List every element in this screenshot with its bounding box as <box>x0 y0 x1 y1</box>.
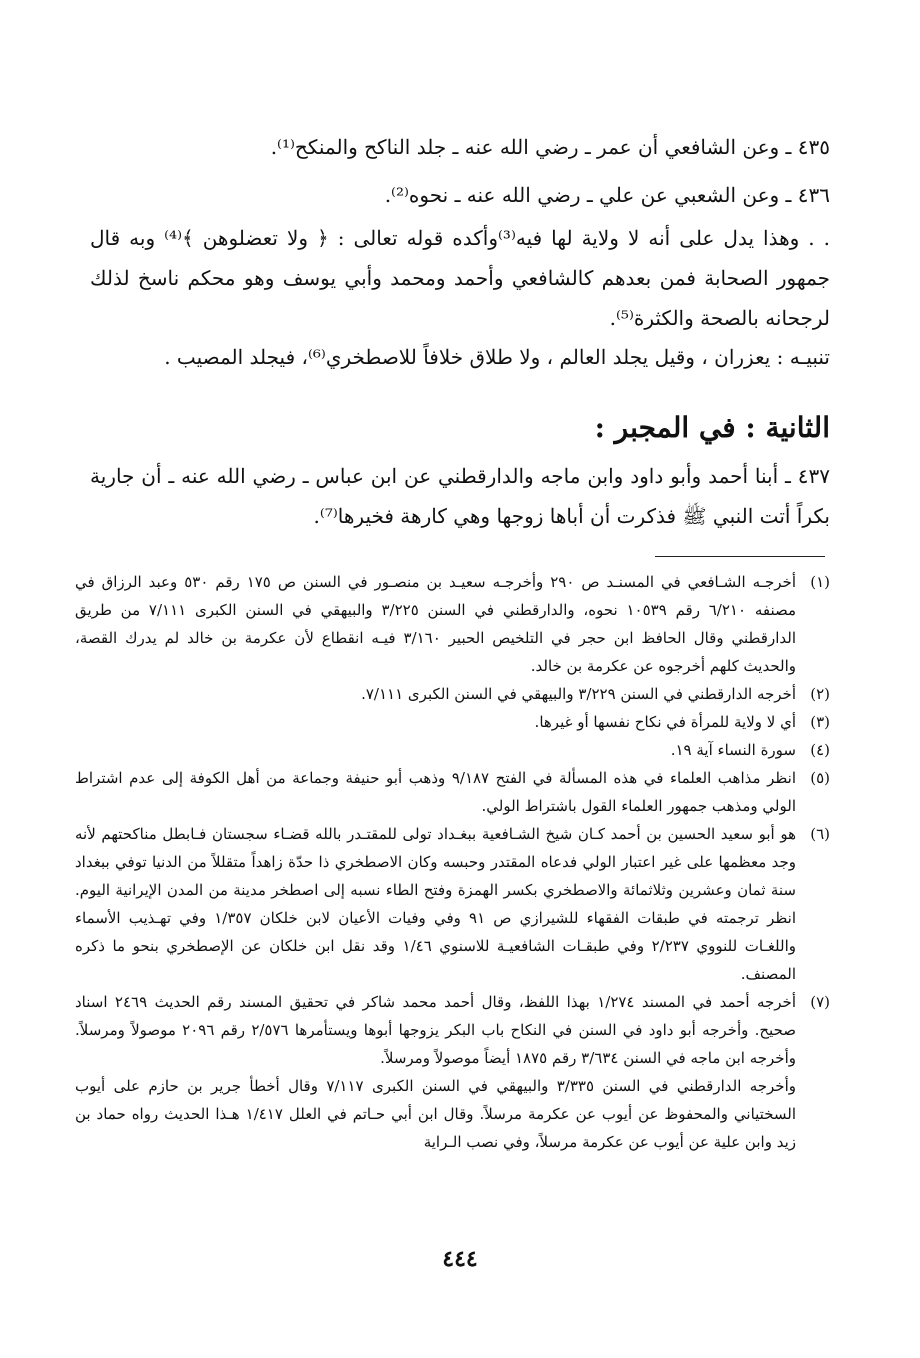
paragraph-no-guardianship: . . وهذا يدل على أنه لا ولاية لها فيه⁽³⁾وأكده قوله تعالى : ﴿ ولا تعضلوهن ﴾⁽⁴⁾ وبه قال جمهور الصحابة فمن بعدهم كالشافعي وأحمد ومحمد وأبي يوسف وهو محكم ناسخ لذلك لرجحانه بالصحة والكثرة⁽⁵⁾. <box>90 226 830 330</box>
footnote-text: أخرجه الدارقطني في السنن ٣/٢٢٩ والبيهقي في السنن الكبرى ٧/١١١. <box>361 685 796 703</box>
footnote-number: (٢) <box>810 685 830 703</box>
section-heading: الثانية : في المجبر : <box>594 411 830 444</box>
footnote-7-continuation: وأخرجه الدارقطني في السنن ٣/٣٣٥ والبيهقي في السنن الكبرى ٧/١١٧ وقال أخطأ جرير بن حازم على أيوب السختياني والمحفوظ عن أيوب عن عكرمة مرسلاً. وقال ابن أبي حـاتم في العلل ١/٤١٧ هـذا الحديث رواه حماد بن زيد وابن علية عن أيوب عن عكرمة مرسلاً، وفي نصب الـراية <box>75 1077 797 1151</box>
footnote-2 <box>75 680 830 708</box>
footnote-separator <box>655 556 825 557</box>
footnote-6 <box>75 820 830 988</box>
paragraph-note-tanbih: تنبيـه : يعزران ، وقيل يجلد العالم ، ولا طلاق خلافاً للاصطخري⁽⁶⁾، فيجلد المصيب . <box>164 345 830 369</box>
footnote-4 <box>75 736 830 764</box>
footnote-7 <box>75 988 830 1072</box>
footnote-number: (٥) <box>810 769 830 787</box>
footnote-number: (٣) <box>810 713 830 731</box>
footnote-text: أي لا ولاية للمرأة في نكاح نفسها أو غيرها. <box>534 713 796 731</box>
footnote-number: (٦) <box>810 825 830 843</box>
footnote-text: أخرجه أحمد في المسند ١/٢٧٤ بهذا اللفظ، وقال أحمد محمد شاكر في تحقيق المسند رقم الحديث ٢٤٦٩ اسناد صحيح. وأخرجه أبو داود في السنن في النكاح باب البكر يزوجها أبوها ويستأمرها ٢/٥٧٦ رقم ٢٠٩٦ موصولاً ومرسلاً. وأخرجه ابن ماجه في السنن ٣/٦٣٤ رقم ١٨٧٥ أيضاً موصولاً ومرسلاً. <box>75 993 796 1067</box>
footnote-3 <box>75 708 830 736</box>
paragraph-435: ٤٣٥ ـ وعن الشافعي أن عمر ـ رضي الله عنه ـ جلد الناكح والمنكح⁽¹⁾. <box>270 135 830 159</box>
page-number: ٤٤٤ <box>442 1246 478 1272</box>
footnote-number: (٧) <box>810 993 830 1011</box>
footnotes-block <box>75 568 830 1156</box>
footnote-text: أخرجـه الشـافعي في المسنـد ص ٢٩٠ وأخرجـه سعيـد بن منصـور في السنن ص ١٧٥ رقم ٥٣٠ وعبد الرزاق في مصنفه ٦/٢١٠ رقم ١٠٥٣٩ نحوه، والدارقطني في السنن ٣/٢٢٥ والبيهقي في السنن الكبرى ٧/١١١ من طريق الدارقطني وقال الحافظ ابن حجر في التلخيص الحبير ٣/١٦٠ فيـه انقطاع لأن عكرمة بن خالد لم يدرك القصة، والحديث كلهم أخرجوه عن عكرمة بن خالد. <box>75 573 797 675</box>
footnote-1 <box>75 568 830 680</box>
footnote-5 <box>75 764 830 820</box>
footnote-text: هو أبو سعيد الحسين بن أحمد كـان شيخ الشـافعية ببغـداد تولى للمقتـدر بالله قضـاء سجستان فـابطل مناكحتهم لأنه وجد معظمها على غير اعتبار الولي فدعاه المقتدر وحبسه وكان الاصطخري ذا حدّة زاهداً متقللاً من الدنيا توفي ببغداد سنة ثمان وعشرين وثلاثمائة والاصطخري بكسر الهمزة وفتح الطاء نسبه إلى اصطخر مدينة من المدن الإيرانية اليوم. انظر ترجمته في طبقات الفقهاء للشيرازي ص ٩١ وفي وفيات الأعيان لابن خلكان ١/٣٥٧ وفي تهـذيب الأسماء واللغـات للنووي ٢/٢٣٧ وفي طبقـات الشافعيـة للاسنوي ١/٤٦ وقد نقل ابن خلكان عن الإصطخري بنحو ما ذكره المصنف. <box>75 825 797 983</box>
paragraph-436: ٤٣٦ ـ وعن الشعبي عن علي ـ رضي الله عنه ـ نحوه⁽²⁾. <box>384 183 830 207</box>
paragraph-437: ٤٣٧ ـ أبنا أحمد وأبو داود وابن ماجه والدارقطني عن ابن عباس ـ رضي الله عنه ـ أن جارية بكراً أتت النبي ﷺ فذكرت أن أباها زوجها وهي كارهة فخيرها⁽⁷⁾. <box>90 464 830 528</box>
footnote-text: سورة النساء آية ١٩. <box>670 741 796 759</box>
footnote-text: انظر مذاهب العلماء في هذه المسألة في الفتح ٩/١٨٧ وذهب أبو حنيفة وجماعة من أهل الكوفة إلى عدم اشتراط الولي ومذهب جمهور العلماء القول باشتراط الولي. <box>75 769 797 815</box>
footnote-number: (١) <box>810 573 830 591</box>
footnote-number: (٤) <box>810 741 830 759</box>
